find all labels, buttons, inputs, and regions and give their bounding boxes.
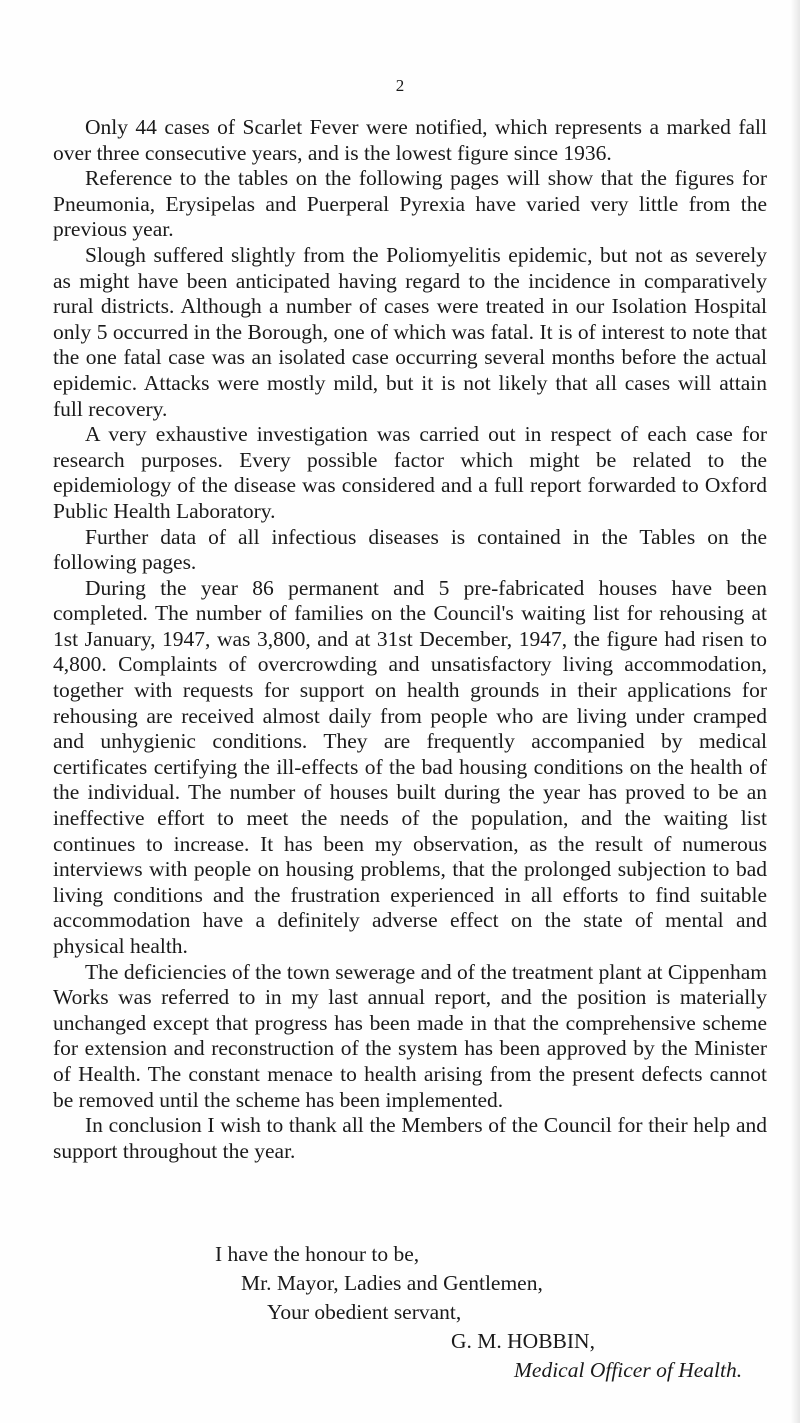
paragraph-further-data: Further data of all infectious diseases is contained in the Tables on the following pages. — [53, 524, 767, 575]
paragraph-housing: During the year 86 permanent and 5 pre-fabricated houses have been completed. The number of families on the Council's waiting list for rehousing at 1st January, 1947, was 3,800, and at 31st December, 1947, the figure had risen to 4,800. Complaints of overcrowding and unsatisfactory living accommodation, together with requests for support on health grounds in their applications for rehousing are received almost daily from people who are living under cramped and unhygienic conditions. They are frequently accompanied by medical certificates certifying the ill-effects of the bad housing conditions on the health of the individual. The number of houses built during the year has proved to be an ineffective effort to meet the needs of the population, and the waiting list continues to increase. It has been my observation, as the result of numerous interviews with people on housing problems, that the prolonged subjection to bad living conditions and the frustration experienced in all efforts to find suitable accommodation have a definitely adverse effect on the state of mental and physical health. — [53, 575, 767, 958]
closing-honour: I have the honour to be, — [215, 1242, 420, 1266]
paragraph-conclusion: In conclusion I wish to thank all the Members of the Council for their help and support throughout the year. — [53, 1113, 767, 1163]
report-body — [53, 115, 767, 1164]
paragraph-poliomyelitis: Slough suffered slightly from the Poliomyelitis epidemic, but not as severely as might have been anticipated having regard to the incidence in comparatively rural districts. Although a number of cases were treated in our Isolation Hospital only 5 occurred in the Borough, one of which was fatal. It is of interest to note that the one fatal case was an isolated case occurring several months before the actual epidemic. Attacks were mostly mild, but it is not likely that all cases will attain full recovery. — [53, 242, 767, 421]
closing-servant: Your obedient servant, — [267, 1300, 462, 1324]
paragraph-pneumonia-erysipelas: Reference to the tables on the following pages will show that the figures for Pneumonia, Erysipelas and Puerperal Pyrexia have varied very little from the previous year. — [53, 166, 767, 242]
signatory-title: Medical Officer of Health. — [514, 1358, 743, 1382]
paragraph-scarlet-fever: Only 44 cases of Scarlet Fever were notified, which represents a marked fall over three consecutive years, and is the lowest figure since 1936. — [53, 115, 767, 165]
signatory-name: G. M. HOBBIN, — [451, 1329, 595, 1353]
page-edge-shadow — [790, 0, 800, 1423]
paragraph-sewerage: The deficiencies of the town sewerage and of the treatment plant at Cippenham Works was referred to in my last annual report, and the position is materially unchanged except that progress has been made in that the comprehensive scheme for extension and reconstruction of the system has been approved by the Minister of Health. The constant menace to health arising from the present defects cannot be removed until the scheme has been implemented. — [53, 959, 767, 1112]
page-number: 2 — [395, 76, 405, 95]
paragraph-investigation: A very exhaustive investigation was carried out in respect of each case for research purposes. Every possible factor which might be related to the epidemiology of the disease was considered and a full report forwarded to Oxford Public Health Laboratory. — [53, 422, 767, 523]
closing-salutation: Mr. Mayor, Ladies and Gentlemen, — [241, 1271, 543, 1295]
